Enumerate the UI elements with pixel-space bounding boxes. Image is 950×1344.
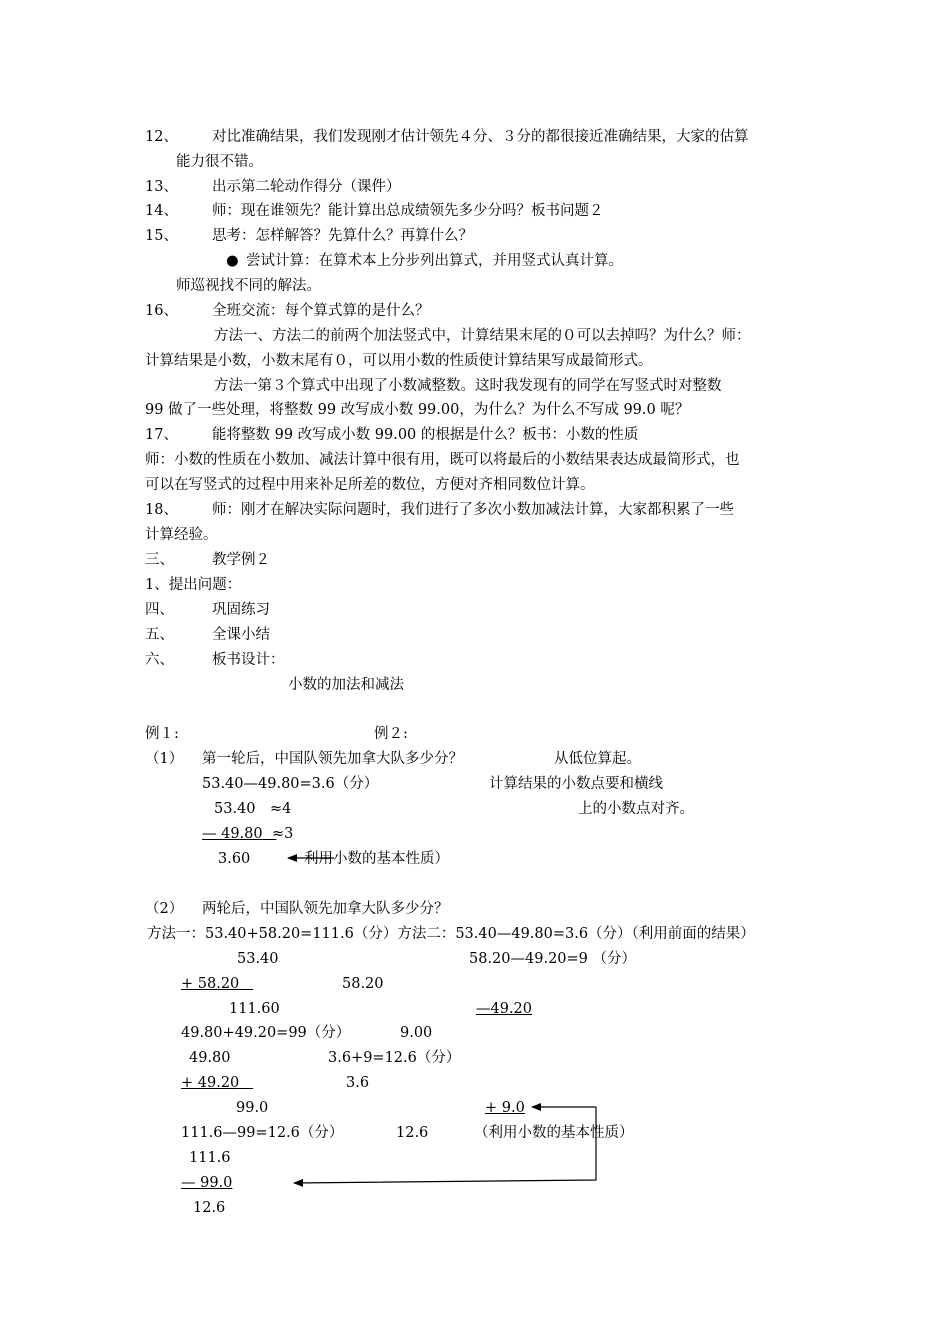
- align-note-cont: 上的小数点对齐。: [578, 801, 694, 817]
- estimate-4: ≈4: [270, 801, 292, 817]
- vertical-1-result: 3.60: [218, 851, 251, 867]
- item-18-text: 师：刚才在解决实际问题时，我们进行了多次小数加减法计算，大家都积累了一些: [212, 502, 734, 518]
- vertical-e-subtrahend: — 99.0: [181, 1175, 233, 1191]
- question-1-text: 第一轮后，中国队领先加拿大队多少分？: [202, 751, 463, 767]
- vertical-d-addend: + 9.0: [485, 1100, 525, 1116]
- item-number-17: 17、: [145, 427, 178, 443]
- item-number-15: 15、: [145, 228, 178, 244]
- item-17-text: 能将整数 99 改写成小数 99.00 的根据是什么？板书：小数的性质: [212, 427, 639, 443]
- vertical-a-addend-text: + 58.20: [181, 976, 240, 992]
- item-13-text: 出示第二轮动作得分（课件）: [212, 179, 401, 195]
- item-18-text-cont: 计算经验。: [145, 527, 218, 543]
- paragraph-3: 师：小数的性质在小数加、减法计算中很有用，既可以将最后的小数结果表达成最简形式，也: [145, 452, 740, 468]
- equation-e: 111.6—99=12.6（分）: [181, 1125, 344, 1141]
- patrol-text: 师巡视找不同的解法。: [176, 278, 321, 294]
- item-number-13: 13、: [145, 179, 178, 195]
- vertical-a-top: 53.40: [237, 951, 279, 967]
- vertical-c-top: 49.80: [189, 1050, 231, 1066]
- paragraph-2: 方法一第３个算式中出现了小数减整数。这时我发现有的同学在写竖式时对整数: [214, 378, 722, 394]
- vertical-b-subtrahend: —49.20: [476, 1001, 533, 1017]
- vertical-a-result: 111.60: [229, 1001, 280, 1017]
- item-12-text-cont: 能力很不错。: [176, 154, 263, 170]
- question-2-text: 两轮后，中国队领先加拿大队多少分？: [202, 901, 449, 917]
- vertical-e-top: 111.6: [189, 1150, 231, 1166]
- section-4-number: 四、: [145, 602, 174, 618]
- equation-d: 3.6+9=12.6（分）: [328, 1050, 461, 1066]
- method-2-equation: 58.20—49.20=9 （分）: [469, 951, 637, 967]
- property-arrow-2: [294, 1107, 596, 1183]
- section-3-number: 三、: [145, 552, 174, 568]
- methods-equations: 方法一：53.40+58.20=111.6（分）方法二：53.40—49.80=3.6（分）（利用前面的结果）: [147, 926, 755, 942]
- property-note-2: （利用小数的基本性质）: [474, 1125, 634, 1141]
- item-12-text: 对比准确结果，我们发现刚才估计领先４分、３分的都很接近准确结果，大家的估算: [212, 129, 749, 145]
- property-note-1: 利用小数的基本性质）: [304, 851, 449, 867]
- vertical-1-top: 53.40: [214, 801, 256, 817]
- board-title: 小数的加法和减法: [288, 677, 404, 693]
- low-digit-note: 从低位算起。: [554, 751, 641, 767]
- equation-c: 49.80+49.20=99（分）: [181, 1025, 351, 1041]
- question-2-number: （2）: [145, 901, 184, 917]
- paragraph-1-cont: 计算结果是小数，小数末尾有０，可以用小数的性质使计算结果写成最简形式。: [145, 353, 653, 369]
- paragraph-1: 方法一、方法二的前两个加法竖式中，计算结果末尾的０可以去掉吗？为什么？师：: [214, 328, 751, 344]
- vertical-d-result: 12.6: [396, 1125, 429, 1141]
- item-16-text: 全班交流：每个算式算的是什么？: [212, 303, 430, 319]
- paragraph-2-cont: 99 做了一些处理，将整数 99 改写成小数 99.00，为什么？为什么不写成 99.0 呢？: [145, 402, 690, 418]
- vertical-1-subtrahend-text: — 49.80: [202, 826, 263, 842]
- section-5-number: 五、: [145, 627, 174, 643]
- example-1-label: 例１:: [145, 726, 179, 742]
- item-number-12: 12、: [145, 129, 178, 145]
- item-number-16: 16、: [145, 303, 178, 319]
- bullet-icon: ●: [226, 253, 239, 269]
- question-1-number: （1）: [145, 751, 184, 767]
- estimate-3: ≈3: [272, 826, 294, 842]
- vertical-c-result: 99.0: [236, 1100, 269, 1116]
- vertical-c-addend-text: + 49.20: [181, 1075, 240, 1091]
- vertical-d-top: 3.6: [346, 1075, 370, 1091]
- section-6-title: 板书设计：: [212, 652, 285, 668]
- align-note: 计算结果的小数点要和横线: [489, 776, 663, 792]
- equation-1: 53.40—49.80=3.6（分）: [202, 776, 379, 792]
- vertical-b-result: 9.00: [400, 1025, 433, 1041]
- paragraph-3-cont: 可以在写竖式的过程中用来补足所差的数位，方便对齐相同数位计算。: [145, 477, 595, 493]
- section-4-title: 巩固练习: [212, 602, 270, 618]
- bullet-text: 尝试计算：在算术本上分步列出算式，并用竖式认真计算。: [246, 253, 623, 269]
- section-3-sub: 1、提出问题：: [145, 577, 242, 593]
- item-number-14: 14、: [145, 203, 178, 219]
- section-6-number: 六、: [145, 652, 174, 668]
- item-14-text: 师：现在谁领先？能计算出总成绩领先多少分吗？板书问题２: [212, 203, 604, 219]
- section-5-title: 全课小结: [212, 627, 270, 643]
- item-15-text: 思考：怎样解答？先算什么？再算什么？: [212, 228, 473, 244]
- vertical-e-result: 12.6: [193, 1200, 226, 1216]
- section-3-title: 教学例２: [212, 552, 270, 568]
- item-number-18: 18、: [145, 502, 178, 518]
- vertical-b-top: 58.20: [342, 976, 384, 992]
- example-2-label: 例２:: [374, 726, 408, 742]
